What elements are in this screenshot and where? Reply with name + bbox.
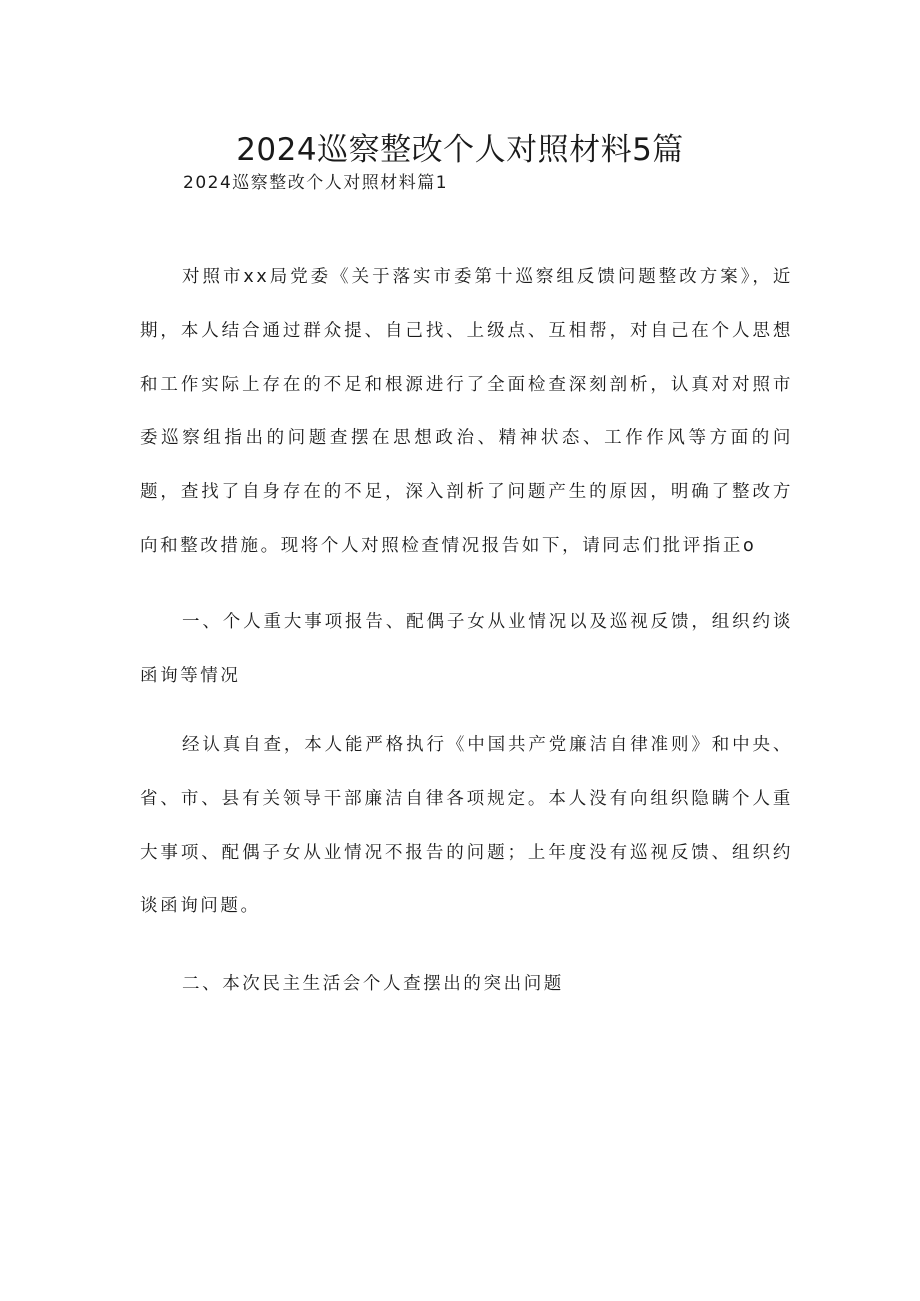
document-title: 2024巡察整改个人对照材料5篇 xyxy=(236,132,684,168)
section-heading-1: 一、个人重大事项报告、配偶子女从业情况以及巡视反馈，组织约谈函询等情况 xyxy=(140,612,793,686)
paragraph-self-check: 经认真自查，本人能严格执行《中国共产党廉洁自律准则》和中央、省、市、县有关领导干部廉洁自律各项规定。本人没有向组织隐瞒个人重大事项、配偶子女从业情况不报告的问题；上年度没有巡视反馈、组织约谈函询问题。 xyxy=(140,735,793,917)
paragraph-intro: 对照市xx局党委《关于落实市委第十巡察组反馈问题整改方案》，近期，本人结合通过群众提、自己找、上级点、互相帮，对自己在个人思想和工作实际上存在的不足和根源进行了全面检查深刻剖析，认真对对照市委巡察组指出的问题查摆在思想政治、精神状态、工作作风等方面的问题，查找了自身存在的不足，深入剖析了问题产生的原因，明确了整改方向和整改措施。现将个人对照检查情况报告如下，请同志们批评指正o xyxy=(140,267,793,556)
document-subtitle: 2024巡察整改个人对照材料篇1 xyxy=(183,173,449,193)
section-heading-2: 二、本次民主生活会个人查摆出的突出问题 xyxy=(182,974,564,994)
